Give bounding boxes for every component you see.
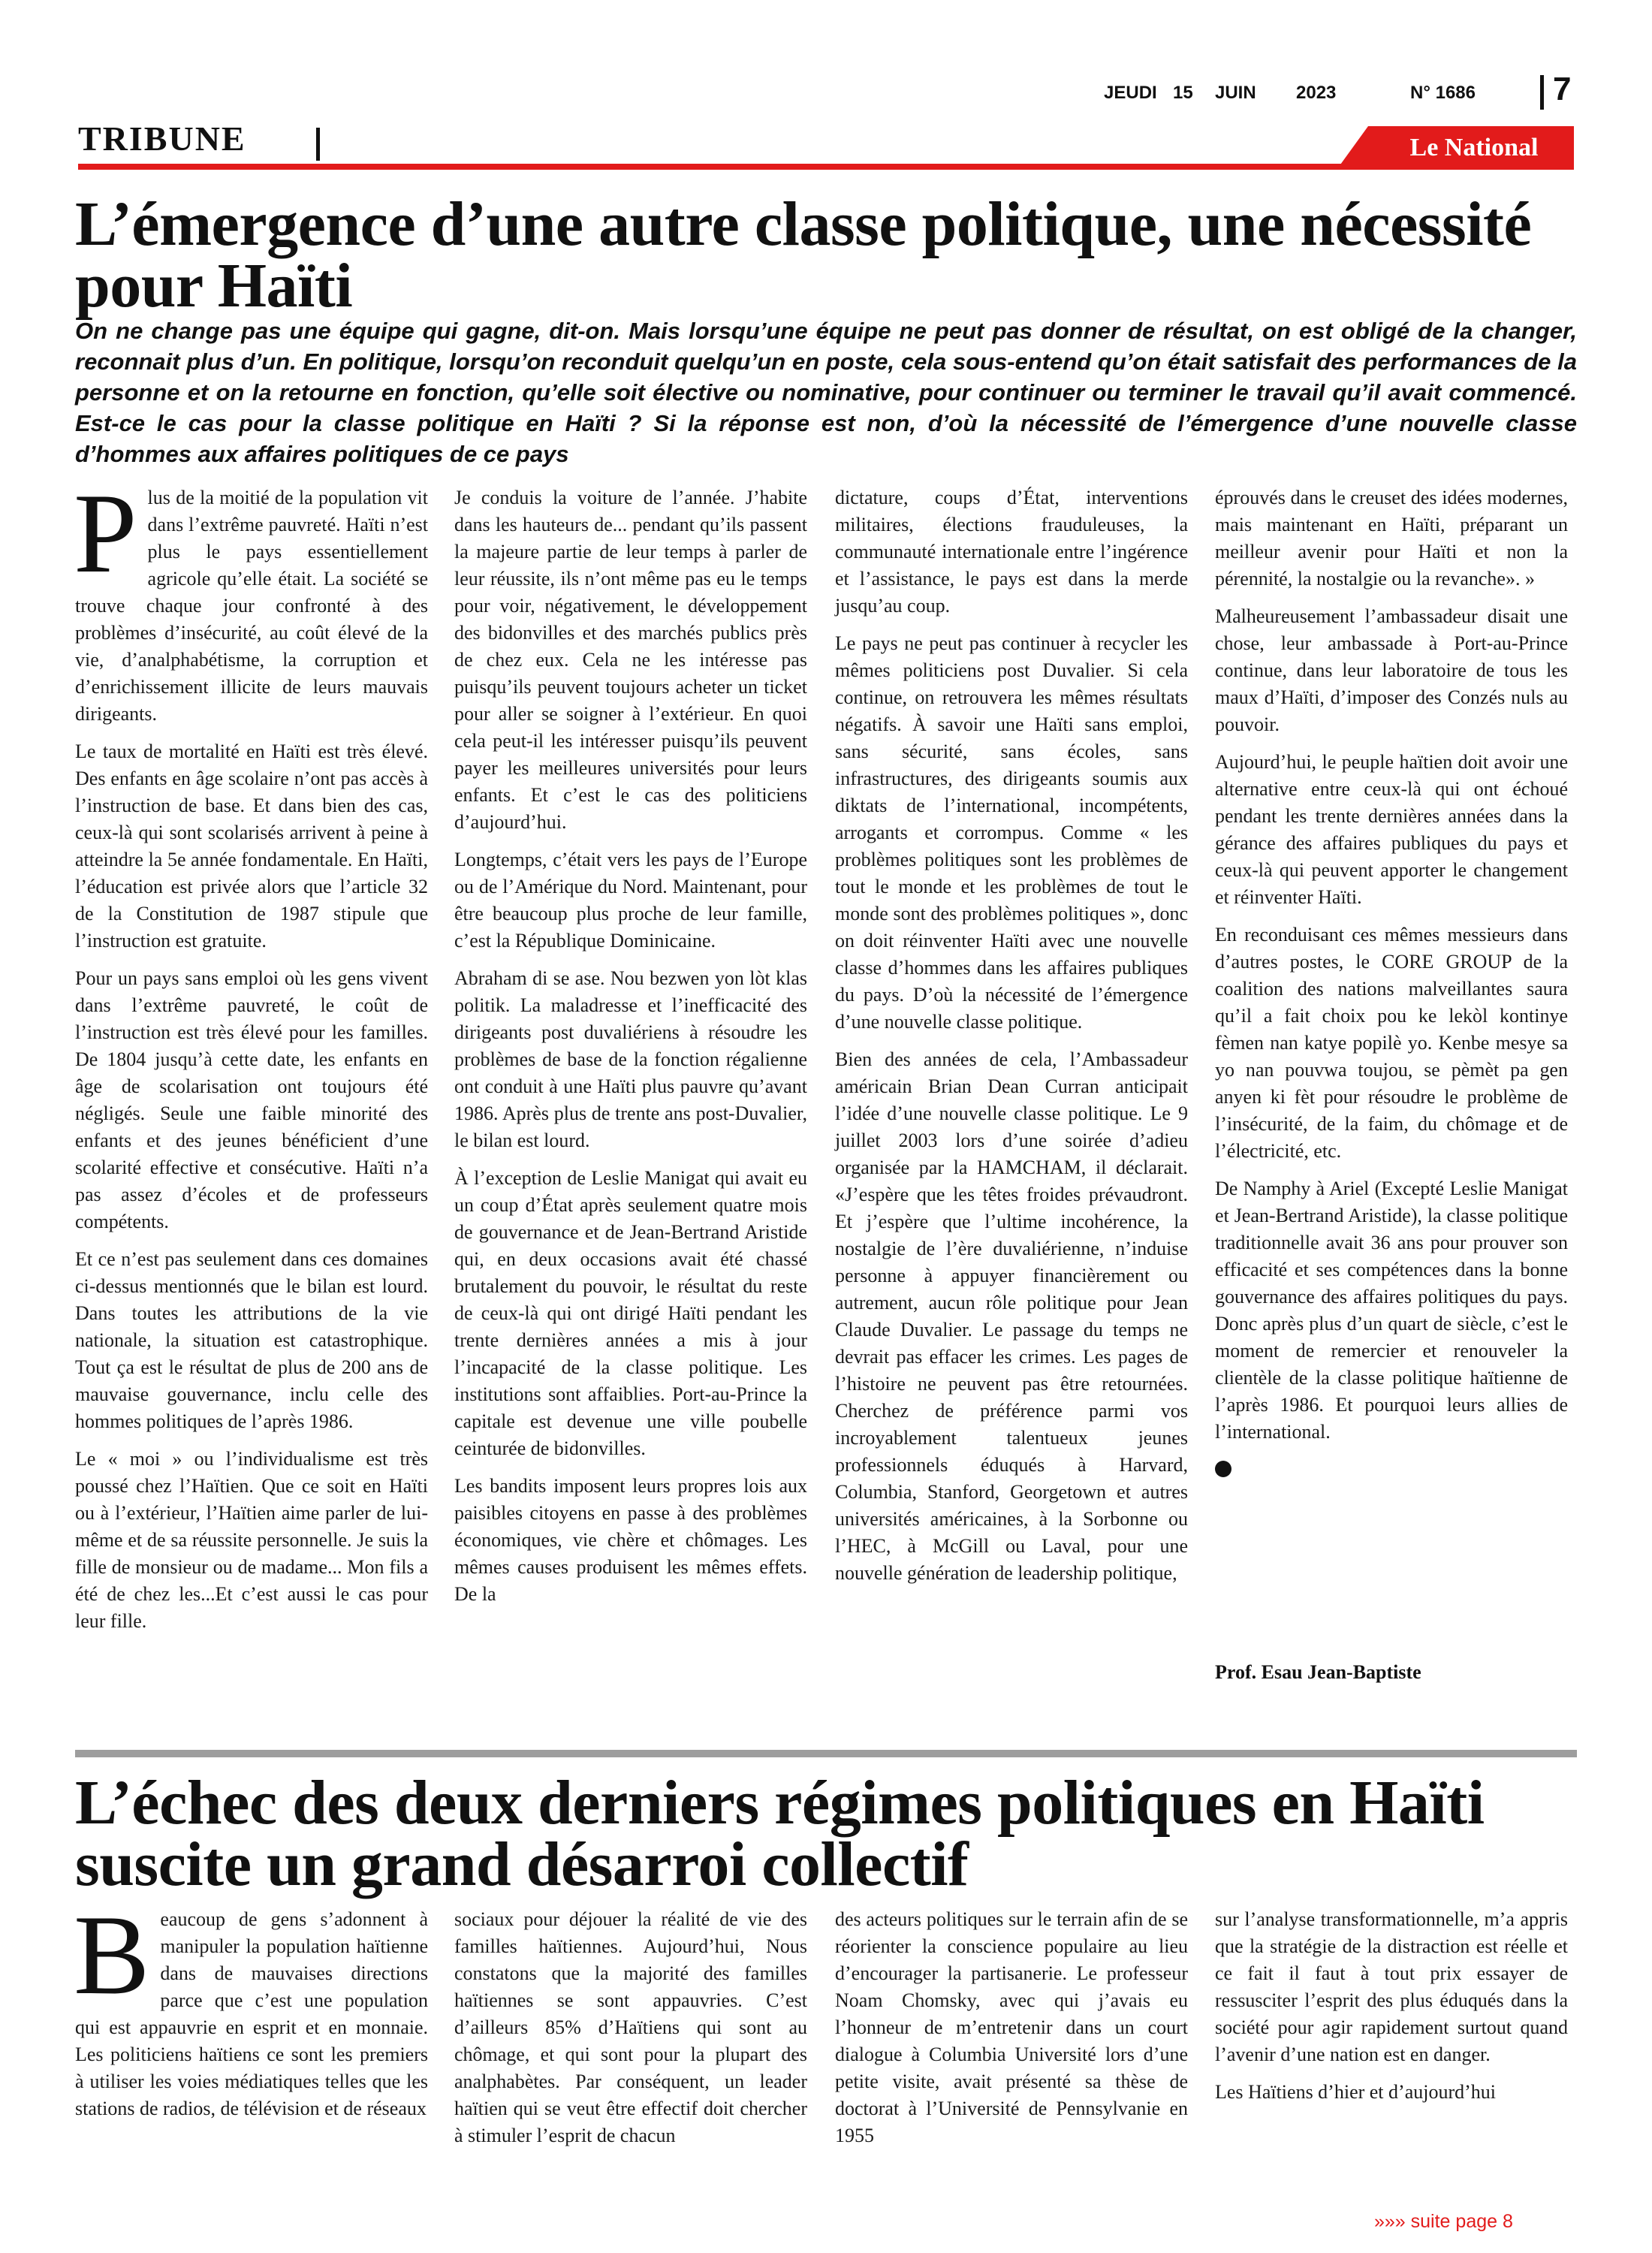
article1-paragraph: Le « moi » ou l’individualisme est très poussé chez l’Haïtien. Que ce soit en Haïti ou à l’extérieur, l’Haïtien aime parler de lui-même et de sa réussite personnelle. Je suis la fille de monsieur ou de madame... Mon fils a été de chez les...Et c’est aussi le cas pour leur fille. <box>75 1448 428 1632</box>
article2-paragraph: sur l’analyse transformationnelle, m’a appris que la stratégie de la distraction est réelle et ce fait il faut à tout prix essayer de ressusciter l’esprit des plus éduqués dans la société pour agir rapidement surtout quand l’avenir d’une nation est en danger. <box>1215 1908 1568 2065</box>
issue-month: JUIN <box>1215 83 1256 103</box>
article1-paragraph: Le taux de mortalité en Haïti est très élevé. Des enfants en âge scolaire n’ont pas accès à l’instruction de base. Et dans bien des cas, ceux-là qui sont scolarisés arrivent à peine à atteindre la 5e année fondamentale. En Haïti, l’éducation est privée alors que l’article 32 de la Constitution de 1987 stipule que l’instruction est gratuite. <box>75 740 428 952</box>
article2-column-3 <box>835 1906 1188 2160</box>
article2-column-2 <box>454 1906 807 2160</box>
article1-paragraph: éprouvés dans le creuset des idées modernes, mais maintenant en Haïti, préparant un meilleur avenir pour Haïti et non la pérennité, la nostalgie ou la revanche». » <box>1215 487 1568 590</box>
section-divider <box>316 128 320 161</box>
article1-column-4 <box>1215 484 1568 1485</box>
article1-paragraph: À l’exception de Leslie Manigat qui avait eu un coup d’État après seulement quatre mois de gouvernance et de Jean-Bertrand Aristide qui, en deux occasions avait été chassé brutalement du pouvoir, le résultat du reste de ceux-là qui ont dirigé Haïti pendant les trente dernières années a mis à jour l’incapacité de la classe politique. Les institutions sont affaiblies. Port-au-Prince la capitale est devenue une ville poubelle ceinturée de bidonvilles. <box>454 1167 807 1459</box>
continued-link[interactable]: »»» suite page 8 <box>1374 2211 1513 2232</box>
issue-date-line <box>1104 83 1524 110</box>
article2-paragraph: des acteurs politiques sur le terrain afin de se réorienter la conscience populaire au lieu d’encourager la partisanerie. Le professeur Noam Chomsky, avec qui j’avais eu l’honneur de m’entretenir dans un court dialogue à Columbia Université lors d’une petite visite, avait présenté sa thèse de doctorat à l’Université de Pennsylvanie en 1955 <box>835 1908 1188 2146</box>
article-end-icon <box>1215 1461 1231 1477</box>
article1-paragraph: Plus de la moitié de la population vit dans l’extrême pauvreté. Haïti n’est plus le pays essentiellement agricole qu’elle était. La société se trouve chaque jour confronté à des problèmes d’insécurité, au coût élevé de la vie, d’analphabétisme, la corruption et d’enrichissement illicite de leurs mauvais dirigeants. <box>74 470 428 725</box>
article1-lede: On ne change pas une équipe qui gagne, dit-on. Mais lorsqu’une équipe ne peut pas donner de résultat, on est obligé de la changer, reconnait plus d’un. En politique, lorsqu’on reconduit quelqu’un en poste, cela sous-entend qu’on était satisfait des performances de la personne et on la retourne en fonction, qu’elle soit élective ou nominative, pour continuer ou terminer le travail qu’il avait commencé. Est-ce le cas pour la classe politique en Haïti ? Si la réponse est non, d’où la nécessité de l’émergence d’une nouvelle classe d’hommes aux affaires politiques de ce pays <box>75 318 1577 467</box>
article1-column-3 <box>835 484 1188 1597</box>
article1-column-2 <box>454 484 807 1618</box>
article1-paragraph: Aujourd’hui, le peuple haïtien doit avoir une alternative entre ceux-là qui ont échoué pendant les trente dernières années dans la gérance des affaires publiques du pays et ceux-là qui peuvent apporter le changement et réinventer Haïti. <box>1215 751 1568 908</box>
section-label: TRIBUNE <box>78 119 246 158</box>
article1-paragraph: Le pays ne peut pas continuer à recycler les mêmes politiciens post Duvalier. Si cela continue, on retrouvera les mêmes résultats négatifs. À savoir une Haïti sans emploi, sans sécurité, sans écoles, sans infrastructures, des dirigeants soumis aux diktats de l’international, incompétents, arrogants et corrompus. Comme « les problèmes politiques sont les problèmes de tout le monde et les problèmes de tout le monde sont des problèmes politiques », donc on doit réinventer Haïti avec une nouvelle classe d’hommes dans les affaires publiques du pays. D’où la nécessité de l’émergence d’une nouvelle classe politique. <box>835 632 1188 1033</box>
article1-paragraph: En reconduisant ces mêmes messieurs dans d’autres postes, le CORE GROUP de la coalition des nations malveillantes saura qu’il a fait choix pou ke lekòl kontinye fèmen nan katye popilè yo. Kenbe mesye sa yo nan pouvwa toujou, se pèmèt pa gen anyen ki fèt pour résoudre le problème de l’insécurité, de la faim, du chômage et de l’électricité, etc. <box>1215 924 1568 1162</box>
article1-paragraph: Abraham di se ase. Nou bezwen yon lòt klas politik. La maladresse et l’inefficacité des dirigeants post duvaliériens à résoudre les problèmes de base de la fonction régalienne ont conduit à une Haïti plus pauvre qu’avant 1986. Après plus de trente ans post-Duvalier, le bilan est lourd. <box>454 967 807 1151</box>
article2-paragraph: Beaucoup de gens s’adonnent à manipuler la population haïtienne dans de mauvaises directions parce que c’est une population qui est appauvrie en esprit et en monnaie. Les politiciens haïtiens ce sont les premiers à utiliser les voies médiatiques telles que les stations de radios, de télévision et de réseaux <box>74 1892 428 2119</box>
article1-headline: L’émergence d’une autre classe politique, une nécessité pour Haïti <box>75 189 1532 321</box>
article1-paragraph: Malheureusement l’ambassadeur disait une chose, leur ambassade à Port-au-Prince continue, dans leur laboratoire de tous les maux d’Haïti, d’imposer des Conzés nuls au pouvoir. <box>1215 605 1568 735</box>
article1-paragraph: Pour un pays sans emploi où les gens vivent dans l’extrême pauvreté, le coût de l’instruction est très élevé pour les familles. De 1804 jusqu’à cette date, les enfants en âge de scolarisation ont toujours été négligés. Seule une faible minorité des enfants et des jeunes bénéficient d’une scolarité effective et consécutive. Haïti n’a pas assez d’écoles et de professeurs compétents. <box>75 967 428 1232</box>
article-divider <box>75 1750 1577 1757</box>
dropcap: P <box>74 470 137 596</box>
article1-paragraph: De Namphy à Ariel (Excepté Leslie Manigat et Jean-Bertrand Aristide), la classe politique traditionnelle avait 36 ans pour prouver son efficacité et ses compétences dans la bonne gouvernance des affaires politiques du pays. Donc après plus d’un quart de siècle, c’est le moment de remercier et renouveler la clientèle de la classe politique haïtienne de l’après 1986. Et pourquoi leurs allies de l’international. <box>1215 1178 1568 1443</box>
article2-paragraph: Les Haïtiens d’hier et d’aujourd’hui <box>1215 2081 1496 2103</box>
header-divider <box>1540 75 1544 110</box>
article1-paragraph: Longtemps, c’était vers les pays de l’Europe ou de l’Amérique du Nord. Maintenant, pour être beaucoup plus proche de leur famille, c’est la République Dominicaine. <box>454 849 807 952</box>
article2-column-1 <box>74 1892 428 2133</box>
page-number: 7 <box>1553 71 1572 107</box>
article1-paragraph: Bien des années de cela, l’Ambassadeur américain Brian Dean Curran anticipait l’idée d’une nouvelle classe politique. Le 9 juillet 2003 lors d’une soirée d’adieu organisée par la HAMCHAM, il déclarait. «J’espère que les têtes froides prévaudront. Et j’espère que l’ultime incohérence, la nostalgie de l’ère duvaliérienne, n’induise personne à appuyer financièrement ou autrement, aucun rôle politique pour Jean Claude Duvalier. Le passage du temps ne devrait pas effacer les crimes. Les pages de l’histoire ne peuvent pas être retournées. Cherchez de préférence parmi vos incroyablement talentueux jeunes professionnels éduqués à Harvard, Columbia, Stanford, Georgetown et autres universités américaines, à la Sorbonne ou l’HEC, à McGill ou Laval, pour une nouvelle génération de leadership politique, <box>835 1048 1188 1584</box>
issue-date-number: 15 <box>1173 83 1193 103</box>
issue-day: JEUDI <box>1104 83 1157 103</box>
article1-paragraph: Je conduis la voiture de l’année. J’habite dans les hauteurs de... pendant qu’ils passent la majeure partie de leur temps à parler de leur réussite, ils n’ont même pas eu le temps pour voir, négativement, le développement des bidonvilles et des marchés publics près de chez eux. Cela ne les intéresse pas puisqu’ils peuvent toujours acheter un ticket pour aller se soigner à l’extérieur. En quoi cela peut-il les intéresser puisqu’ils peuvent payer les meilleures universités pour leurs enfants. Et c’est le cas des politiciens d’aujourd’hui. <box>454 487 807 833</box>
article1-column-1 <box>74 470 428 1645</box>
article1-paragraph: Les bandits imposent leurs propres lois aux paisibles citoyens en passe à des problèmes économiques, vie chère et chômages. Les mêmes causes produisent les mêmes effets. De la <box>454 1475 807 1605</box>
article1-paragraph: Et ce n’est pas seulement dans ces domaines ci-dessus mentionnés que le bilan est lourd. Dans toutes les attributions de la vie nationale, la situation est catastrophique. Tout ça est le résultat de plus de 200 ans de mauvaise gouvernance, inclu celle des hommes politiques de l’après 1986. <box>75 1248 428 1432</box>
issue-year: 2023 <box>1296 83 1337 103</box>
issue-number: N° 1686 <box>1410 83 1476 103</box>
article2-paragraph: sociaux pour déjouer la réalité de vie des familles haïtiennes. Aujourd’hui, Nous constatons que la majorité des familles haïtiennes se sont appauvries. C’est d’ailleurs 85% d’Haïtiens qui sont au chômage, et qui sont pour la plupart des analphabètes. Par conséquent, un leader haïtien qui se veut être effectif doit chercher à stimuler l’esprit de chacun <box>454 1908 807 2146</box>
article2-column-4 <box>1215 1906 1568 2116</box>
article2-headline: L’échec des deux derniers régimes politiques en Haïti suscite un grand désarroi collectif <box>75 1768 1485 1899</box>
author-signature: Prof. Esau Jean-Baptiste <box>1215 1661 1421 1683</box>
dropcap: B <box>74 1892 150 2018</box>
brand-name: Le National <box>1409 134 1539 161</box>
article1-paragraph: dictature, coups d’État, interventions militaires, élections frauduleuses, la communauté internationale entre l’ingérence et l’assistance, le pays est dans la merde jusqu’au coup. <box>835 487 1188 617</box>
